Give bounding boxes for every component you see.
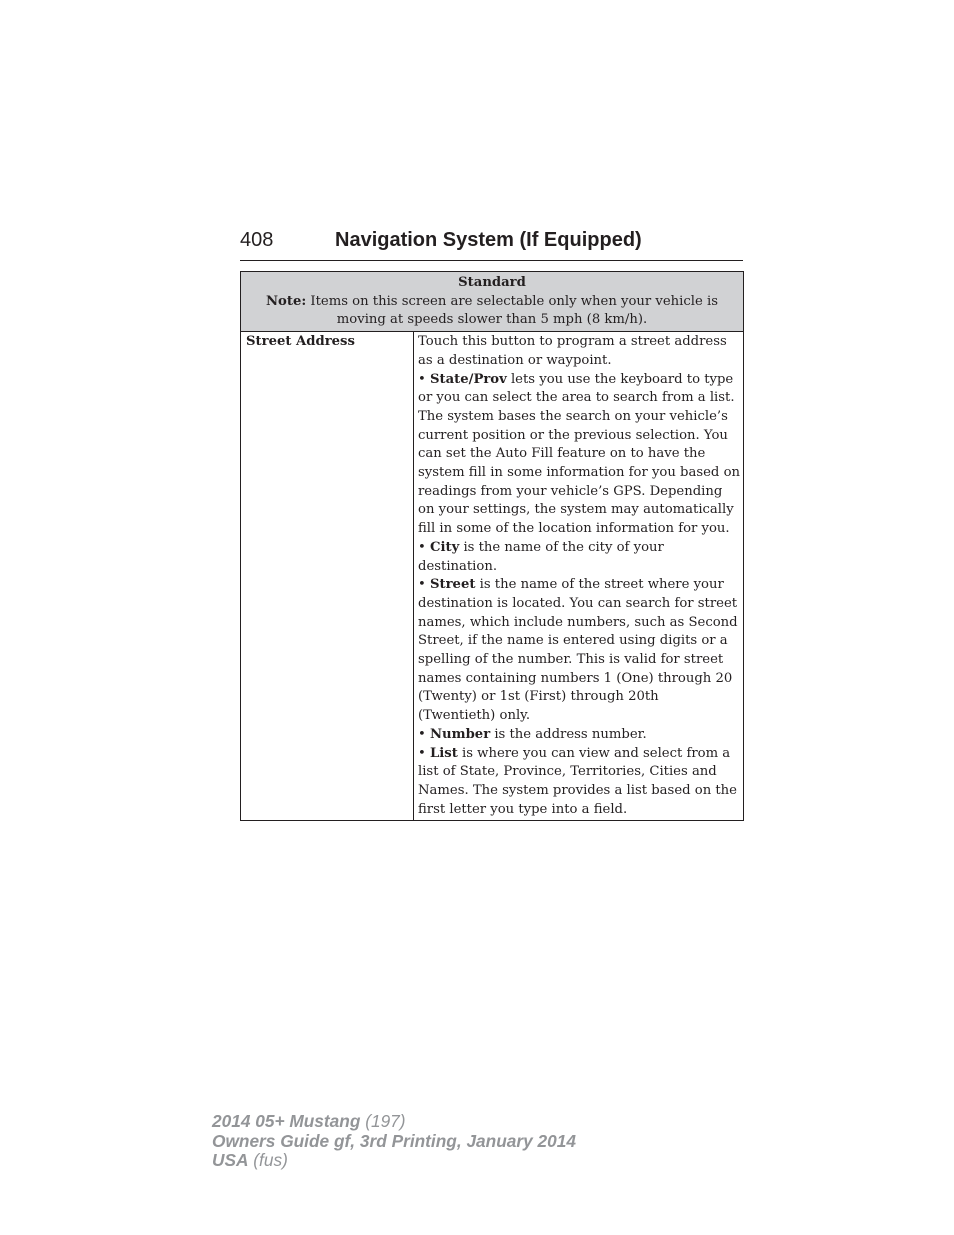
- bullet-text: is the address number.: [490, 726, 647, 742]
- footer-line: [212, 1151, 576, 1171]
- footer-line: [212, 1112, 576, 1132]
- bullet-text: is where you can view and select from a list of State, Province, Territories, Cities and Names. The system provides a list based on the first letter you type into a field.: [418, 745, 737, 817]
- footer-market: USA: [212, 1150, 249, 1170]
- table-heading: Standard: [458, 275, 526, 290]
- feature-name: Street Address: [241, 332, 414, 821]
- bullet-term: Number: [429, 726, 491, 742]
- list-item: • Number is the address number.: [418, 726, 647, 742]
- bullet-term: List: [429, 745, 458, 761]
- page-number: 408: [240, 229, 274, 251]
- feature-intro: Touch this button to program a street address as a destination or waypoint.: [418, 334, 727, 368]
- list-item: • City is the name of the city of your destination.: [418, 539, 664, 574]
- table-row: [241, 332, 744, 821]
- table-header-row: [241, 272, 744, 332]
- footer-market-code: (fus): [248, 1150, 288, 1170]
- page-header: [240, 228, 743, 261]
- bullet-term: State/Prov: [429, 371, 507, 387]
- footer-model: 2014 05+ Mustang: [212, 1111, 361, 1131]
- footer-page-ref: (197): [360, 1111, 406, 1131]
- note-text: Items on this screen are selectable only when your vehicle is moving at speeds slower than 5 mph (8 km/h).: [306, 293, 718, 328]
- note-label: Note:: [266, 293, 307, 309]
- footer-edition: Owners Guide gf, 3rd Printing, January 2014: [212, 1130, 576, 1151]
- table-header: [241, 272, 744, 332]
- list-item: • State/Prov lets you use the keyboard to type or you can select the area to search from a list. The system bases the search on your vehicle’s current position or the previous selection. You can set the Auto Fill feature on to have the system fill in some information for you based on readings from your vehicle’s GPS. Depending on your settings, the system may automatically fill in some of the location information for you.: [418, 371, 740, 537]
- page-footer: [212, 1112, 576, 1171]
- bullet-term: Street: [429, 577, 476, 593]
- feature-description: [414, 332, 744, 821]
- section-title: Navigation System (If Equipped): [335, 229, 642, 251]
- list-item: • List is where you can view and select from a list of State, Province, Territories, Cities and Names. The system provides a list based on the first letter you type into a field.: [418, 745, 737, 817]
- bullet-text: lets you use the keyboard to type or you can select the area to search from a list. The system bases the search on your vehicle’s current position or the previous selection. You can set the Auto Fill feature on to have the system fill in some information for you based on readings from your vehicle’s GPS. Depending on your settings, the system may automatically fill in some of the location information for you.: [418, 371, 740, 537]
- feature-table: [240, 271, 744, 821]
- list-item: • Street is the name of the street where your destination is located. You can search for street names, which include numbers, such as Second Street, if the name is entered using digits or a spelling of the number. This is valid for street names containing numbers 1 (One) through 20 (Twenty) or 1st (First) through 20th (Twentieth) only.: [418, 577, 738, 724]
- footer-line: [212, 1132, 576, 1152]
- bullet-term: City: [429, 539, 460, 555]
- bullet-text: is the name of the city of your destination.: [418, 539, 664, 574]
- bullet-text: is the name of the street where your destination is located. You can search for street names, which include numbers, such as Second Street, if the name is entered using digits or a spelling of the number. This is valid for street names containing numbers 1 (One) through 20 (Twenty) or 1st (First) through 20th (Twentieth) only.: [418, 577, 738, 724]
